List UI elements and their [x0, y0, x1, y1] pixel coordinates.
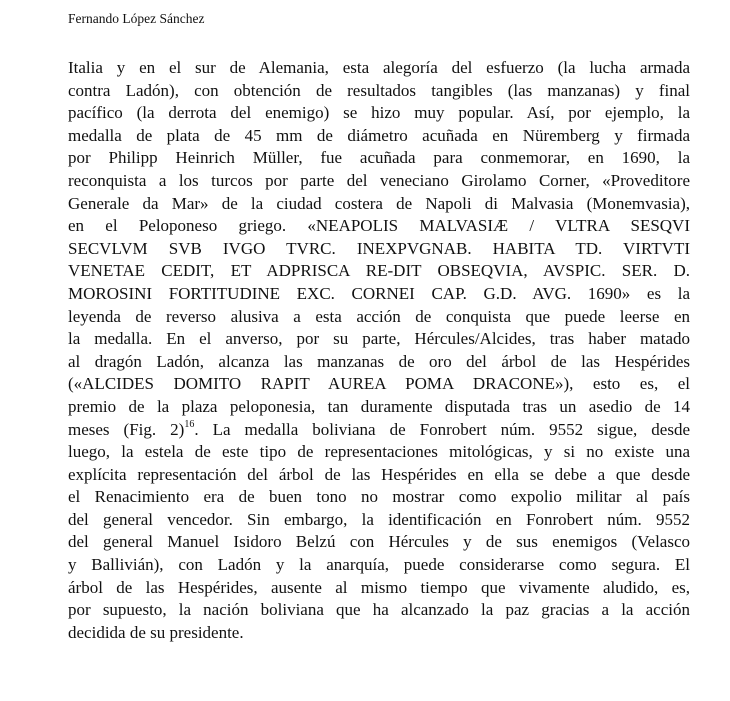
- text-line: por supuesto, la nación boliviana que ha alcanzado la paz gracias a la acción: [68, 600, 690, 620]
- text-line: al dragón Ladón, alcanza las manzanas de oro del árbol de las Hespérides: [68, 351, 690, 371]
- text-line: medalla de plata de 45 mm de diámetro acuñada en Nüremberg y firmada: [68, 125, 690, 145]
- text-segment: . La medalla boliviana de Fonrobert núm. 9552 sigue, desde: [194, 419, 691, 439]
- running-header-author: Fernando López Sánchez: [68, 11, 205, 26]
- text-line: contra Ladón), con obtención de resultados tangibles (las manzanas) y final: [68, 80, 690, 100]
- text-line: premio de la plaza peloponesia, tan duramente disputada tras un asedio de 14: [68, 396, 690, 416]
- text-line: luego, la estela de este tipo de representaciones mitológicas, y si no existe una: [68, 442, 690, 462]
- text-line: en el Peloponeso griego. «NEAPOLIS MALVASIÆ / VLTRA SESQVI: [68, 216, 690, 236]
- text-line: el Renacimiento era de buen tono no mostrar como expolio militar al país: [68, 487, 690, 507]
- text-line: SECVLVM SVB IVGO TVRC. INEXPVGNAB. HABITA TD. VIRTVTI: [68, 238, 690, 258]
- text-line: pacífico (la derrota del enemigo) se hizo muy popular. Así, por ejemplo, la: [68, 103, 690, 123]
- text-line: leyenda de reverso alusiva a esta acción de conquista que puede leerse en: [68, 306, 690, 326]
- text-line: y Ballivián), con Ladón y la anarquía, puede considerarse como segura. El: [68, 555, 690, 575]
- text-segment: meses (Fig. 2): [68, 419, 185, 439]
- text-line: explícita representación del árbol de las Hespérides en ella se debe a que desde: [68, 464, 690, 484]
- text-line: Generale da Mar» de la ciudad costera de Napoli di Malvasia (Monemvasia),: [68, 193, 690, 213]
- body-paragraph: [68, 57, 690, 644]
- text-line: («ALCIDES DOMITO RAPIT AUREA POMA DRACONE»), esto es, el: [68, 374, 690, 394]
- text-line: por Philipp Heinrich Müller, fue acuñada para conmemorar, en 1690, la: [68, 148, 690, 168]
- footnote-marker[interactable]: 16: [184, 418, 195, 430]
- text-line: reconquista a los turcos por parte del veneciano Girolamo Corner, «Proveditore: [68, 170, 690, 190]
- text-line: VENETAE CEDIT, ET ADPRISCA RE-DIT OBSEQVIA, AVSPIC. SER. D.: [68, 261, 690, 281]
- text-line: del general Manuel Isidoro Belzú con Hércules y de sus enemigos (Velasco: [68, 532, 690, 552]
- text-line: Italia y en el sur de Alemania, esta alegoría del esfuerzo (la lucha armada: [68, 58, 690, 77]
- text-line: del general vencedor. Sin embargo, la identificación en Fonrobert núm. 9552: [68, 509, 690, 529]
- text-line: MOROSINI FORTITUDINE EXC. CORNEI CAP. G.D. AVG. 1690» es la: [68, 283, 690, 303]
- text-line-final: decidida de su presidente.: [68, 622, 244, 642]
- text-line-with-footnote: [68, 419, 690, 442]
- text-line: árbol de las Hespérides, ausente al mismo tiempo que vivamente aludido, es,: [68, 577, 690, 597]
- text-line: la medalla. En el anverso, por su parte, Hércules/Alcides, tras haber matado: [68, 329, 690, 349]
